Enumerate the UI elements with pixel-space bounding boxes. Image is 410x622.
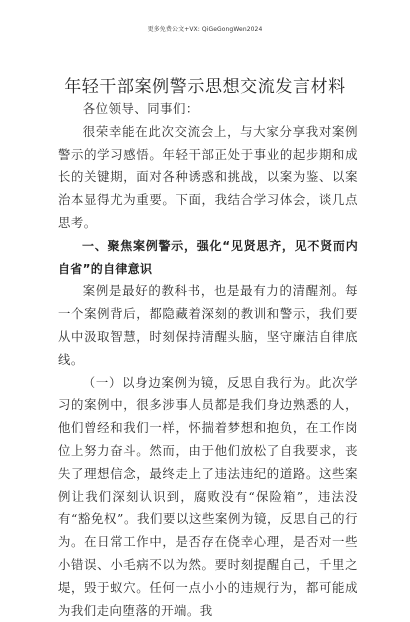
section-heading-1: 一、聚焦案例警示，强化“见贤思齐，见不贤而内自省”的自律意识 bbox=[58, 238, 358, 276]
greeting: 各位领导、同事们： bbox=[82, 101, 199, 116]
header-note: 更多免费公文+VX: QiGeGongWen2024 bbox=[147, 26, 263, 33]
document-title: 年轻干部案例警示思想交流发言材料 bbox=[64, 77, 346, 97]
document-body bbox=[58, 98, 358, 622]
intro-paragraph: 很荣幸能在此次交流会上，与大家分享我对案例警示的学习感悟。年轻干部正处于事业的起步期和成长的关键期，面对各种诱惑和挑战，以案为鉴、以案治本显得尤为重要。下面，我结合学习体会，谈几点思考。 bbox=[58, 123, 358, 230]
subsection1-paragraph: （一）以身边案例为镜，反思自我行为。此次学习的案例中，很多涉事人员都是我们身边熟悉的人，他们曾经和我们一样，怀揣着梦想和抱负，在工作岗位上努力奋斗。然而，由于他们放松了自我要求，丧失了理想信念，最终走上了违法违纪的道路。这些案例让我们深刻认识到，腐败没有“保险箱”，违法没有“豁免权”。我们要以这些案例为镜，反思自己的行为。在日常工作中，是否存在侥幸心理，是否对一些小错误、小毛病不以为然。要时刻提醒自己，千里之堤，毁于蚁穴。任何一点小小的违规行为，都可能成为我们走向堕落的开端。我 bbox=[58, 374, 358, 618]
section1-paragraph: 案例是最好的教科书，也是最有力的清醒剂。每一个案例背后，都隐藏着深刻的教训和警示，我们要从中汲取智慧，时刻保持清醒头脑，坚守廉洁自律底线。 bbox=[58, 283, 358, 367]
